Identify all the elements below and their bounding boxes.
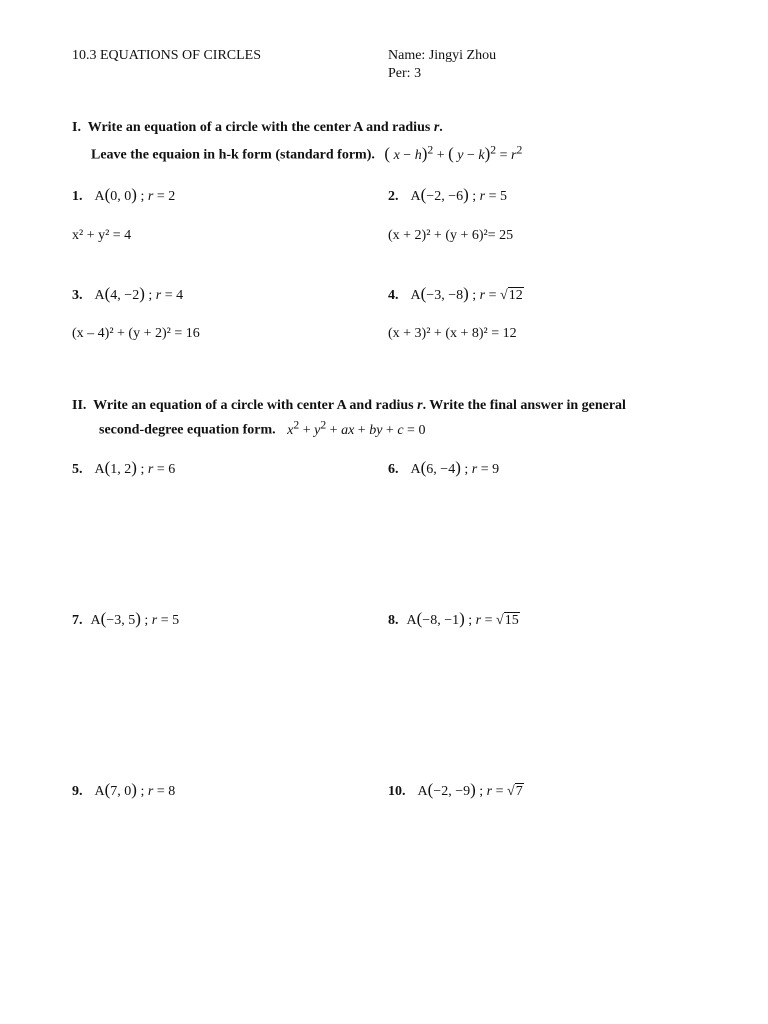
problem-number: 1. [72, 189, 83, 204]
name-label: Name: [388, 48, 426, 63]
center-coords: −8, −1 [422, 613, 460, 628]
general-form-formula: $x^2 + y^2$ + ax + by + c = 0 [287, 418, 426, 438]
section1-text2: Leave the equaion in h-k form (standard form). [91, 147, 375, 163]
radius-value: 2 [168, 189, 176, 204]
problem-5 [72, 459, 175, 478]
problem-given: A(−3, −8) ; r = √12 [410, 284, 523, 303]
problem-8 [388, 610, 520, 629]
center-coords: −2, −6 [426, 189, 464, 204]
answer-1: x² + y² = 4 [72, 228, 132, 243]
answer-2: (x + 2)² + (y + 6)²= 25 [388, 228, 514, 243]
problem-given: A(−2, −6) ; r = 5 [410, 185, 508, 204]
radius-value: 5 [172, 613, 180, 628]
problem-4 [388, 285, 524, 304]
section1-radius-var: r [433, 120, 440, 135]
section2-text1b: . Write the final answer in general [422, 398, 626, 413]
center-coords: 6, −4 [426, 462, 456, 477]
problem-7 [72, 610, 179, 629]
worksheet-title: 10.3 EQUATIONS OF CIRCLES [72, 48, 262, 63]
problem-2 [388, 186, 507, 205]
problem-given: A(7, 0) ; r = 8 [94, 780, 176, 799]
section2-text2: second-degree equation form. [99, 422, 276, 438]
standard-form-formula: ( x − h)$^2$ + ( $y - k)^2 = r^2$ [384, 143, 523, 163]
problem-10 [388, 781, 524, 800]
problem-given: A(4, −2) ; r = 4 [94, 284, 184, 303]
section1-numeral: I. [72, 120, 81, 135]
problem-6 [388, 459, 499, 478]
name-line [388, 48, 496, 64]
section2-radius-var: r [417, 398, 423, 413]
problem-number: 8. [388, 613, 399, 628]
section1-text1: Write an equation of a circle with the center A and radius [87, 120, 431, 135]
center-coords: 0, 0 [110, 189, 132, 204]
answer-4: (x + 3)² + (x + 8)² = 12 [388, 326, 517, 341]
section2-text1a: Write an equation of a circle with center A and radius [93, 398, 414, 413]
radius-value: 6 [168, 462, 176, 477]
problem-given: A(1, 2) ; r = 6 [94, 458, 176, 477]
section1-period: . [439, 120, 443, 135]
answer-3: (x – 4)² + (y + 2)² = 16 [72, 326, 200, 341]
name-value: Jingyi Zhou [428, 48, 497, 63]
center-coords: −3, −8 [426, 288, 464, 303]
section1-instruction-line1 [72, 120, 443, 136]
radius-value: 4 [176, 288, 184, 303]
problem-given: A(−3, 5) ; r = 5 [90, 609, 180, 628]
radius-value: 15 [504, 613, 519, 628]
center-coords: −3, 5 [106, 613, 136, 628]
section2-instruction-line2 [99, 418, 425, 439]
problem-number: 6. [388, 462, 399, 477]
radius-value: 7 [515, 784, 523, 799]
problem-3 [72, 285, 183, 304]
problem-given: A(−2, −9) ; r = √7 [417, 780, 523, 799]
period-value: 3 [414, 66, 422, 81]
period-label: Per: [388, 66, 411, 81]
radius-value: 9 [492, 462, 500, 477]
problem-number: 2. [388, 189, 399, 204]
radius-value: 12 [508, 288, 523, 303]
section2-instruction-line1 [72, 398, 626, 414]
problem-given: A(−8, −1) ; r = √15 [406, 609, 519, 628]
problem-number: 9. [72, 784, 83, 799]
problem-number: 4. [388, 288, 399, 303]
period-line [388, 66, 421, 82]
center-coords: 1, 2 [110, 462, 132, 477]
center-coords: −2, −9 [433, 784, 471, 799]
problem-given: A(6, −4) ; r = 9 [410, 458, 500, 477]
problem-9 [72, 781, 175, 800]
problem-number: 5. [72, 462, 83, 477]
problem-1 [72, 186, 175, 205]
problem-given: A(0, 0) ; r = 2 [94, 185, 176, 204]
radius-value: 8 [168, 784, 176, 799]
problem-number: 7. [72, 613, 83, 628]
center-coords: 4, −2 [110, 288, 140, 303]
problem-number: 10. [388, 784, 406, 799]
radius-value: 5 [500, 189, 508, 204]
problem-number: 3. [72, 288, 83, 303]
section1-instruction-line2 [91, 143, 522, 164]
section2-numeral: II. [72, 398, 87, 413]
center-coords: 7, 0 [110, 784, 132, 799]
